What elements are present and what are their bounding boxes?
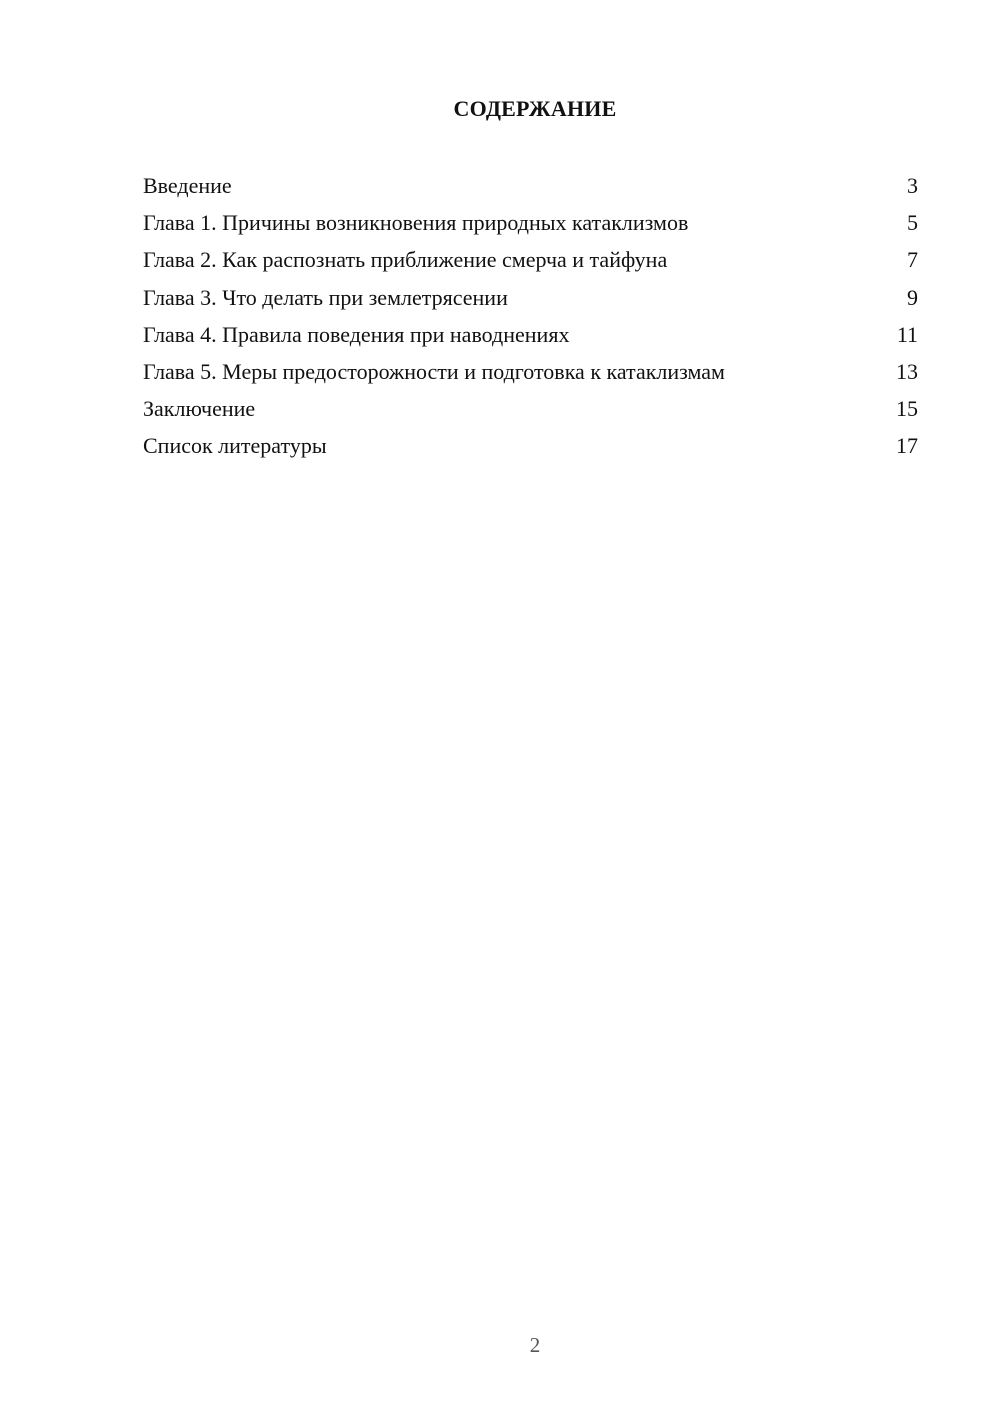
toc-entry-page: 13: [896, 358, 918, 384]
toc-title: СОДЕРЖАНИЕ: [453, 96, 617, 121]
toc-entry-conclusion: [143, 390, 918, 427]
toc-entry-page: 17: [896, 433, 918, 459]
toc-entry-chapter-1: [143, 204, 918, 241]
page-number: 2: [529, 1333, 541, 1357]
toc-entry-label: Введение: [143, 173, 232, 198]
toc-entry-chapter-3: [143, 279, 918, 316]
toc-entry-label: Заключение: [143, 396, 256, 422]
toc-entry-label: Глава 3. Что делать при землетрясении: [143, 284, 508, 310]
toc-entry-page: 7: [907, 247, 918, 273]
toc-entry-label: Глава 1. Причины возникновения природных катаклизмов: [143, 210, 689, 236]
toc-entry-label: Глава 4. Правила поведения при наводнениях: [143, 321, 570, 347]
toc-entry-page: 3: [907, 173, 918, 198]
toc-entry-label: Глава 2. Как распознать приближение смерча и тайфуна: [143, 247, 668, 273]
table-of-contents: [143, 167, 918, 465]
toc-entry-page: 15: [896, 396, 918, 422]
toc-entry-chapter-2: [143, 241, 918, 278]
toc-entry-label: Глава 5. Меры предосторожности и подготовка к катаклизмам: [143, 358, 725, 384]
toc-entry-chapter-4: [143, 316, 918, 353]
toc-entry-page: 11: [896, 321, 918, 347]
toc-entry-chapter-5: [143, 353, 918, 390]
toc-entry-page: 9: [907, 284, 918, 310]
toc-entry-label: Список литературы: [143, 433, 327, 459]
toc-entry-page: 5: [907, 210, 918, 236]
toc-entry-references: [143, 427, 918, 464]
toc-entry-introduction: [143, 167, 918, 204]
